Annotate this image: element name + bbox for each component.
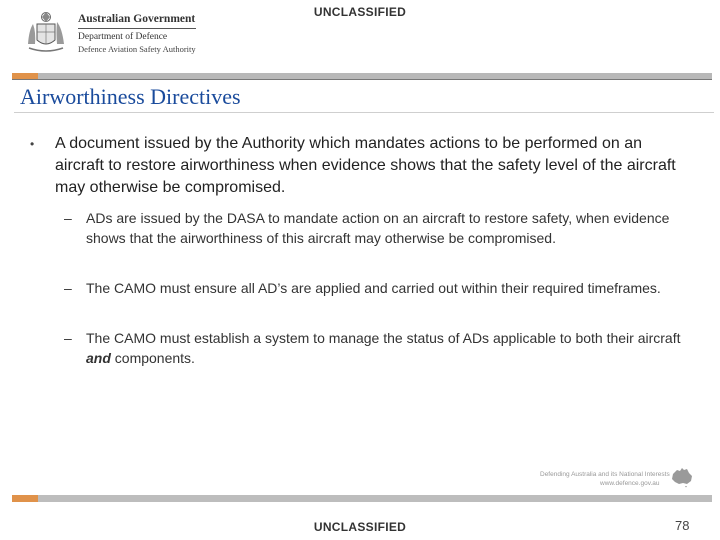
footer-bar-accent (12, 495, 38, 502)
header-bar-line (12, 79, 712, 80)
sub-bullet-text-end: components. (110, 349, 195, 366)
main-bullet-text-end: actions to be performed on an aircraft to restore airworthiness when evidence shows that the safety level of the aircraft may otherwise be compromised. (55, 135, 676, 196)
sub-bullet-marker: – (64, 330, 72, 346)
footer-motto: Defending Australia and its National Interests (540, 471, 670, 478)
sub-bullet-text: The CAMO must ensure all AD’s are applied and carried out within their required timeframes. (86, 280, 661, 296)
government-logo (26, 10, 196, 62)
australia-map-icon (670, 466, 694, 488)
sub-bullet-marker: – (64, 280, 72, 296)
sub-bullet-text: ADs are issued by the DASA to mandate action on an aircraft to restore safety, when evidence shows that the airworthiness of this aircraft may otherwise be compromised. (86, 210, 670, 246)
main-bullet-text (55, 133, 685, 199)
classification-footer: UNCLASSIFIED (313, 520, 407, 534)
sub-bullet-marker: – (64, 210, 72, 226)
department-name: Department of Defence (78, 32, 168, 42)
bullet-marker: • (30, 137, 35, 151)
logo-divider (78, 28, 196, 29)
header-bar (12, 73, 712, 79)
government-name: Australian Government (78, 13, 196, 25)
page-number: 78 (675, 518, 690, 533)
footer-url: www.defence.gov.au (600, 480, 660, 487)
main-bullet-emphasis: mandates (354, 135, 425, 152)
sub-bullet-emphasis: and (86, 349, 111, 366)
footer-bar (12, 495, 712, 502)
coat-of-arms-icon (26, 10, 66, 56)
agency-name: Defence Aviation Safety Authority (78, 44, 196, 54)
classification-header: UNCLASSIFIED (313, 5, 407, 19)
slide-title: Airworthiness Directives (20, 84, 241, 109)
main-bullet-text-start: A document issued by the Authority which (55, 135, 355, 152)
sub-bullet-text-start: The CAMO must establish a system to manage the status of ADs applicable to both their aircraft (86, 330, 681, 346)
title-divider (14, 112, 714, 113)
sub-bullet-text (86, 329, 696, 368)
